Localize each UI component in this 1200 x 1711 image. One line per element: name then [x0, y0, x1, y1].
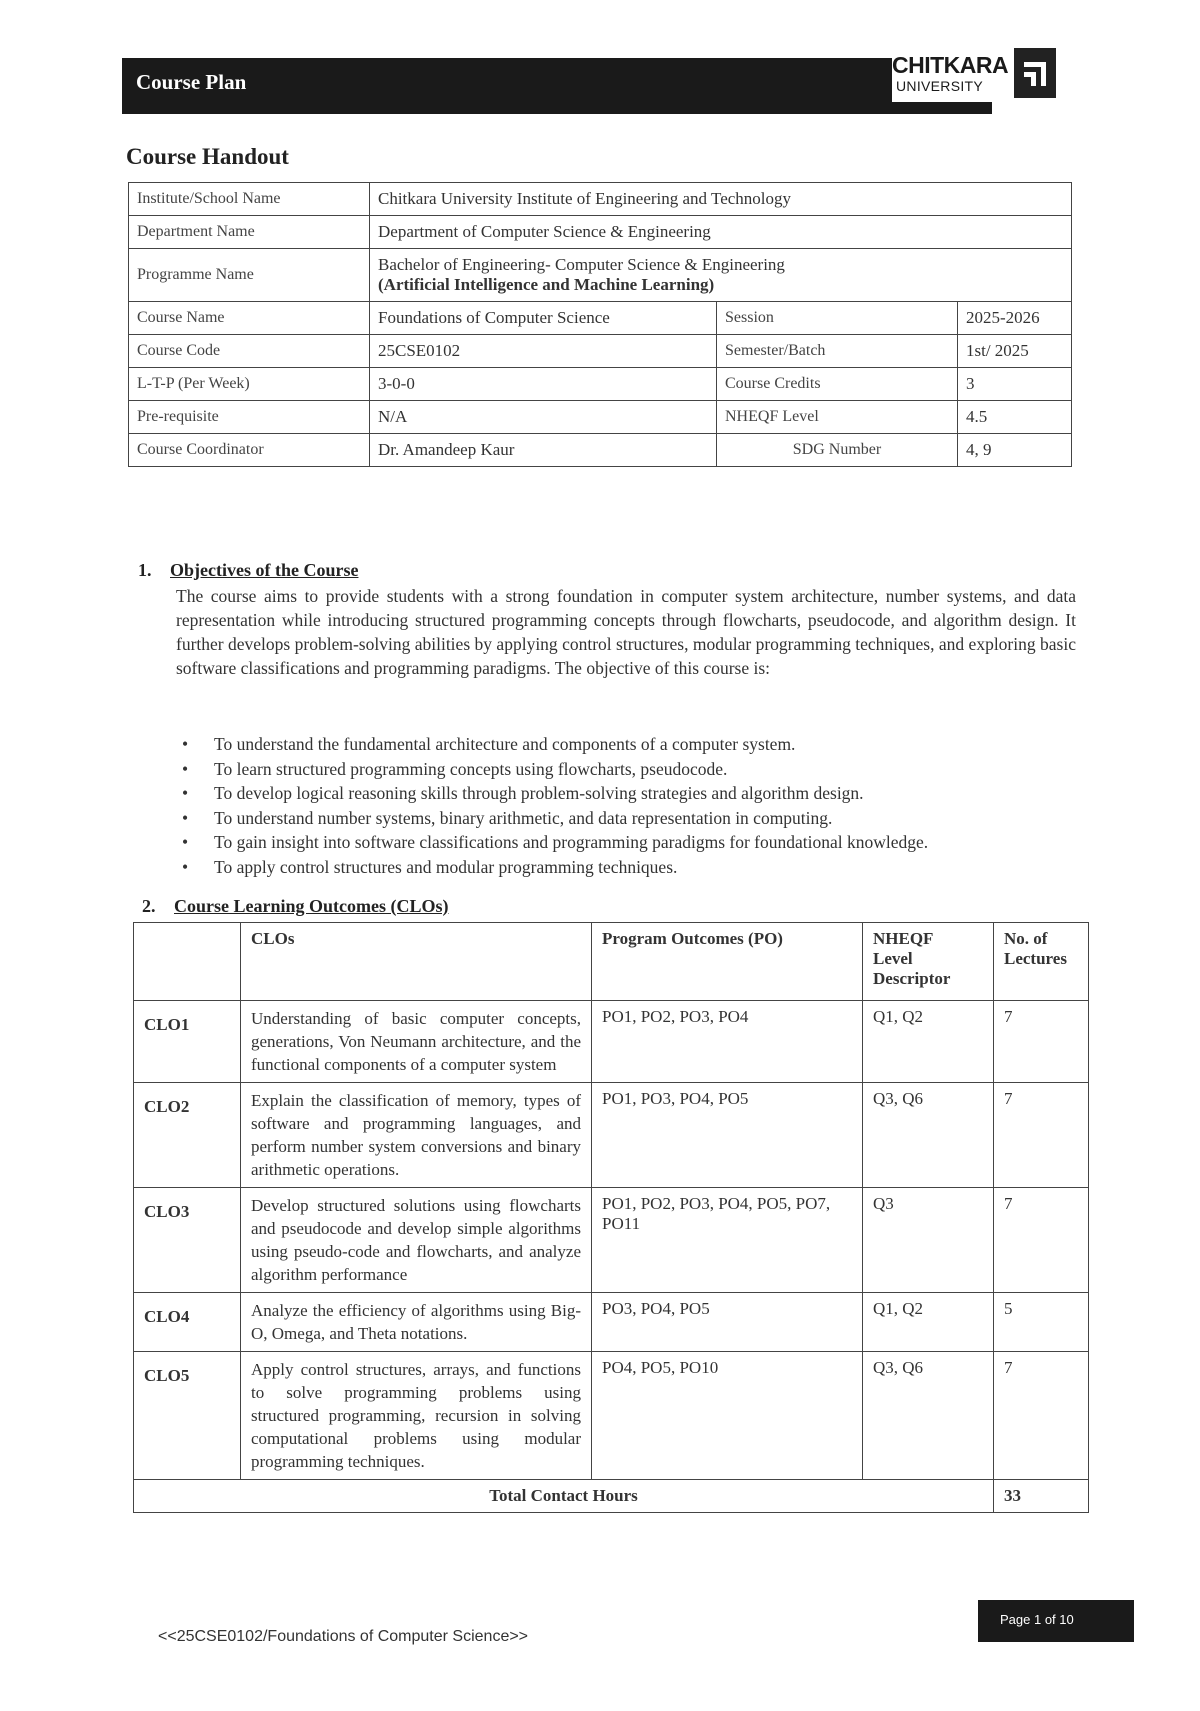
list-item	[178, 855, 1078, 880]
programme-label: Programme Name	[129, 249, 370, 302]
table-row	[134, 1083, 1089, 1188]
nheqf-header-line3: Descriptor	[873, 969, 951, 988]
ltp-value: 3-0-0	[370, 368, 717, 401]
credits-label: Course Credits	[717, 368, 958, 401]
course-info-table	[128, 182, 1072, 467]
clo-code: CLO3	[134, 1188, 241, 1293]
list-item	[178, 806, 1078, 831]
ltp-label: L-T-P (Per Week)	[129, 368, 370, 401]
clo-header-nheqf	[863, 923, 994, 1001]
clo-header-po: Program Outcomes (PO)	[592, 923, 863, 1001]
prereq-value: N/A	[370, 401, 717, 434]
session-label: Session	[717, 302, 958, 335]
institute-value: Chitkara University Institute of Engineering and Technology	[370, 183, 1072, 216]
session-value: 2025-2026	[958, 302, 1072, 335]
total-row	[134, 1480, 1089, 1513]
clo-po: PO1, PO2, PO3, PO4	[592, 1001, 863, 1083]
nheqf-label: NHEQF Level	[717, 401, 958, 434]
coordinator-label: Course Coordinator	[129, 434, 370, 467]
objective-text: To develop logical reasoning skills through problem-solving strategies and algorithm design.	[214, 783, 864, 803]
total-value: 33	[994, 1480, 1089, 1513]
clo-description: Understanding of basic computer concepts, generations, Von Neumann architecture, and the functional components of a computer system	[241, 1001, 592, 1083]
course-code-value: 25CSE0102	[370, 335, 717, 368]
course-name-label: Course Name	[129, 302, 370, 335]
objectives-list	[178, 732, 1078, 879]
prereq-label: Pre-requisite	[129, 401, 370, 434]
programme-value-line1: Bachelor of Engineering- Computer Science & Engineering	[378, 255, 785, 274]
department-value: Department of Computer Science & Engineering	[370, 216, 1072, 249]
clo-header-clos: CLOs	[241, 923, 592, 1001]
clo-description: Analyze the efficiency of algorithms using Big-O, Omega, and Theta notations.	[241, 1293, 592, 1352]
university-logo	[892, 46, 1058, 102]
institute-label: Institute/School Name	[129, 183, 370, 216]
department-label: Department Name	[129, 216, 370, 249]
header-bar	[122, 58, 992, 114]
course-code-label: Course Code	[129, 335, 370, 368]
section1-number: 1.	[138, 560, 152, 580]
clo-nheqf: Q1, Q2	[863, 1001, 994, 1083]
bullet-icon: •	[182, 734, 189, 754]
chitkara-logo-icon	[1014, 48, 1056, 98]
objective-text: To learn structured programming concepts using flowcharts, pseudocode.	[214, 758, 728, 779]
objective-text: To apply control structures and modular programming techniques.	[214, 856, 678, 877]
section2-number: 2.	[142, 896, 156, 916]
footer-course-ref: <<25CSE0102/Foundations of Computer Science>>	[158, 1628, 529, 1645]
info-row-programme	[129, 249, 1072, 302]
bullet-icon: •	[182, 758, 189, 779]
clo-nheqf: Q3, Q6	[863, 1083, 994, 1188]
info-row-prereq	[129, 401, 1072, 434]
clo-header-lectures	[994, 923, 1089, 1001]
bullet-icon: •	[182, 783, 189, 803]
objective-text: To understand the fundamental architecture and components of a computer system.	[214, 734, 796, 754]
clo-nheqf: Q3, Q6	[863, 1352, 994, 1480]
list-item	[178, 732, 1078, 757]
lectures-header-line1: No. of	[1004, 929, 1048, 948]
page-number: Page 1 of 10	[1000, 1612, 1074, 1627]
clo-code: CLO2	[134, 1083, 241, 1188]
objective-text: To gain insight into software classifications and programming paradigms for foundational knowledge.	[214, 832, 929, 852]
clo-po: PO3, PO4, PO5	[592, 1293, 863, 1352]
clo-lectures: 7	[994, 1188, 1089, 1293]
clo-nheqf: Q3	[863, 1188, 994, 1293]
clo-lectures: 7	[994, 1352, 1089, 1480]
programme-value-line2: (Artificial Intelligence and Machine Learning)	[378, 275, 715, 294]
clo-code: CLO1	[134, 1001, 241, 1083]
table-row	[134, 1188, 1089, 1293]
semester-value: 1st/ 2025	[958, 335, 1072, 368]
programme-value	[370, 249, 1072, 302]
section2-title: Course Learning Outcomes (CLOs)	[174, 896, 449, 916]
semester-label: Semester/Batch	[717, 335, 958, 368]
nheqf-header-line1: NHEQF	[873, 929, 934, 948]
clo-description: Develop structured solutions using flowcharts and pseudocode and develop simple algorithms using pseudo-code and flowcharts, and analyze algorithm performance	[241, 1188, 592, 1293]
section2-heading	[142, 896, 448, 917]
clo-lectures: 7	[994, 1083, 1089, 1188]
clo-table	[133, 922, 1089, 1513]
clo-code: CLO5	[134, 1352, 241, 1480]
lectures-header-line2: Lectures	[1004, 949, 1067, 968]
info-row-institute	[129, 183, 1072, 216]
section1-title: Objectives of the Course	[170, 560, 359, 580]
credits-value: 3	[958, 368, 1072, 401]
info-row-course-name	[129, 302, 1072, 335]
clo-lectures: 7	[994, 1001, 1089, 1083]
logo-subtitle: UNIVERSITY	[896, 78, 984, 94]
nheqf-header-line2: Level	[873, 949, 913, 968]
info-row-ltp	[129, 368, 1072, 401]
objective-text: To understand number systems, binary arithmetic, and data representation in computing.	[214, 807, 833, 828]
document-title: Course Handout	[126, 144, 289, 169]
list-item	[178, 830, 1078, 855]
table-row	[134, 1352, 1089, 1480]
bullet-icon: •	[182, 807, 189, 828]
clo-nheqf: Q1, Q2	[863, 1293, 994, 1352]
clo-description: Explain the classification of memory, types of software and programming languages, and perform number system conversions and binary arithmetic operations.	[241, 1083, 592, 1188]
info-row-coordinator	[129, 434, 1072, 467]
coordinator-value: Dr. Amandeep Kaur	[370, 434, 717, 467]
clo-header-row	[134, 923, 1089, 1001]
course-name-value: Foundations of Computer Science	[370, 302, 717, 335]
sdg-label: SDG Number	[717, 434, 958, 467]
info-row-department	[129, 216, 1072, 249]
header-title: Course Plan	[136, 70, 247, 94]
nheqf-value: 4.5	[958, 401, 1072, 434]
list-item	[178, 757, 1078, 782]
info-row-course-code	[129, 335, 1072, 368]
sdg-value: 4, 9	[958, 434, 1072, 467]
table-row	[134, 1293, 1089, 1352]
section1-intro: The course aims to provide students with a strong foundation in computer system architecture, number systems, and data representation while introducing structured programming concepts through flowcharts, pseudocode, and algorithm design. It further develops problem-solving abilities by applying control structures, modular programming techniques, and exploring basic software classifications and programming paradigms. The objective of this course is:	[176, 586, 1076, 678]
bullet-icon: •	[182, 856, 189, 877]
section1-heading	[138, 560, 358, 581]
clo-description: Apply control structures, arrays, and functions to solve programming problems using structured programming, recursion in solving computational problems using modular programming techniques.	[241, 1352, 592, 1480]
clo-code: CLO4	[134, 1293, 241, 1352]
list-item	[178, 781, 1078, 806]
logo-wordmark: CHITKARA	[892, 52, 1009, 78]
bullet-icon: •	[182, 832, 189, 852]
clo-po: PO1, PO3, PO4, PO5	[592, 1083, 863, 1188]
table-row	[134, 1001, 1089, 1083]
total-label: Total Contact Hours	[134, 1480, 994, 1513]
clo-lectures: 5	[994, 1293, 1089, 1352]
clo-po: PO4, PO5, PO10	[592, 1352, 863, 1480]
clo-header-blank	[134, 923, 241, 1001]
clo-po: PO1, PO2, PO3, PO4, PO5, PO7, PO11	[592, 1188, 863, 1293]
